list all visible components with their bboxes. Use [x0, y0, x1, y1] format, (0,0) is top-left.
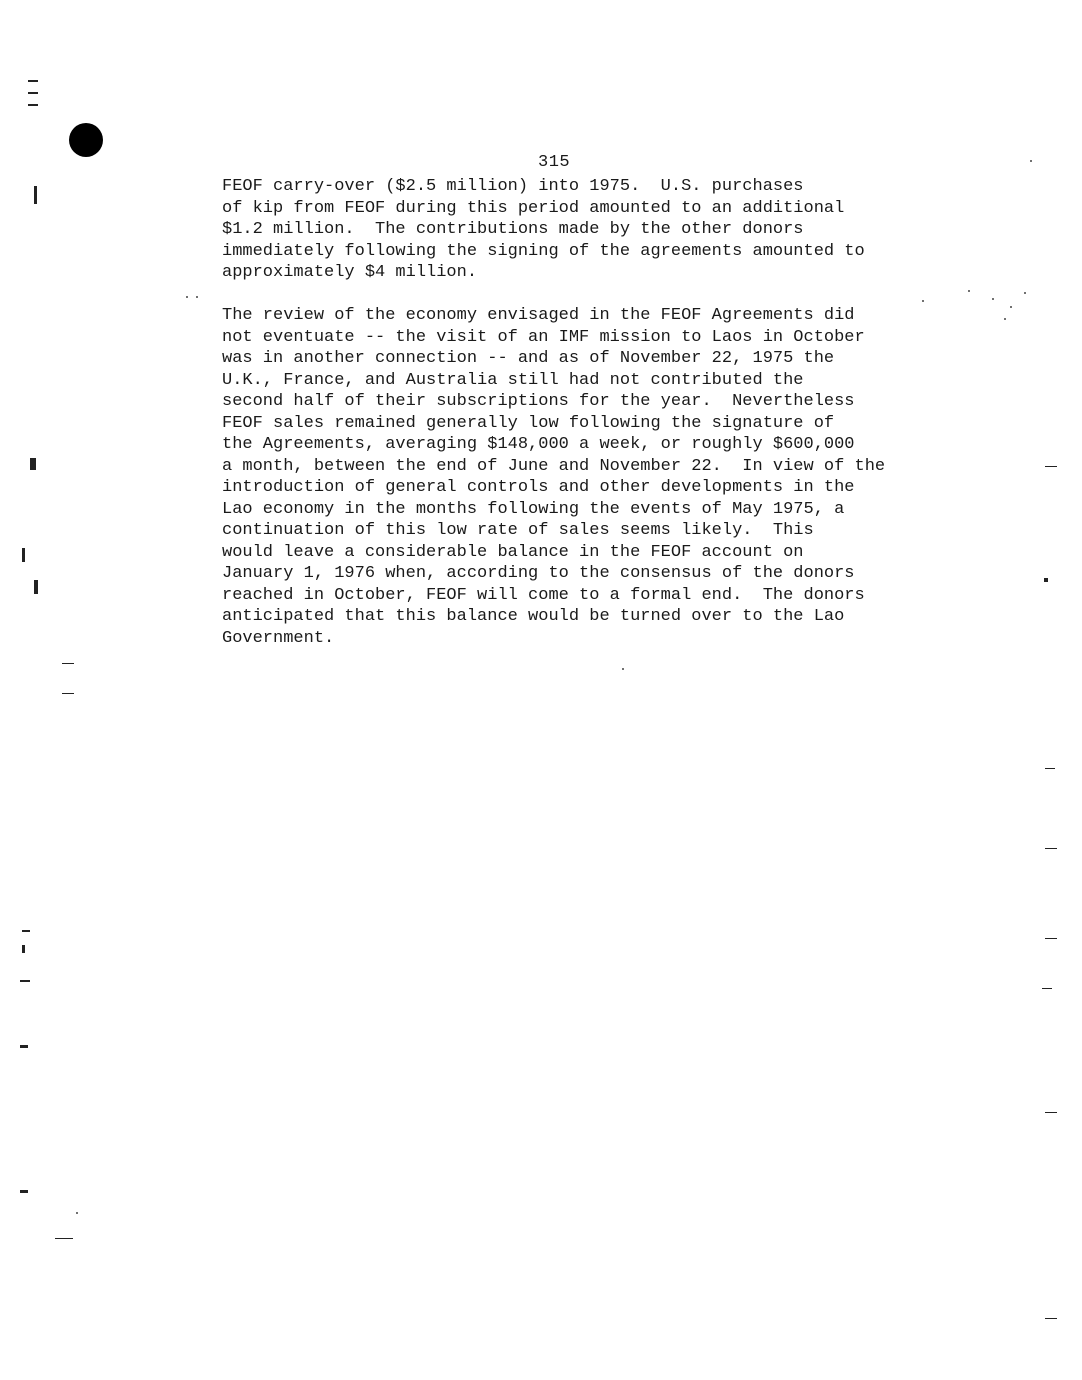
scan-speck	[196, 296, 198, 298]
scan-mark	[1045, 1112, 1057, 1113]
page-number: 315	[538, 153, 571, 172]
text-line: $1.2 million. The contributions made by the other donors	[222, 220, 804, 239]
text-line: a month, between the end of June and November 22. In view of the	[222, 456, 886, 476]
scan-speck	[922, 300, 924, 302]
scan-mark	[22, 548, 25, 562]
scan-mark	[1044, 578, 1048, 582]
text-line: approximately $4 million.	[222, 263, 478, 282]
text-line: The review of the economy envisaged in the FEOF Agreements did	[222, 306, 855, 325]
scan-mark	[1045, 768, 1055, 769]
scan-mark	[34, 186, 37, 204]
scan-mark	[62, 693, 74, 694]
text-line: would leave a considerable balance in the FEOF account on	[222, 542, 804, 562]
scan-speck	[1010, 306, 1012, 308]
scan-speck	[992, 298, 994, 300]
scan-mark	[55, 1238, 73, 1239]
scan-mark	[20, 1045, 28, 1048]
text-line: Government.	[222, 628, 335, 648]
text-line: anticipated that this balance would be turned over to the Lao	[222, 607, 845, 626]
scan-mark	[20, 980, 30, 982]
scan-mark	[1045, 466, 1057, 467]
paragraph-2	[222, 305, 942, 649]
scan-speck	[1004, 318, 1006, 320]
text-line: introduction of general controls and other developments in the	[222, 478, 855, 497]
text-line: reached in October, FEOF will come to a formal end. The donors	[222, 585, 865, 605]
text-line: not eventuate -- the visit of an IMF mission to Laos in October	[222, 327, 865, 347]
scan-mark	[22, 930, 30, 932]
scan-mark	[34, 580, 38, 594]
text-line: was in another connection -- and as of November 22, 1975 the	[222, 349, 835, 368]
text-line: FEOF carry-over ($2.5 million) into 1975. U.S. purchases	[222, 177, 804, 196]
text-line: continuation of this low rate of sales seems likely. This	[222, 521, 814, 540]
scan-speck	[76, 1212, 78, 1214]
scan-mark	[30, 458, 36, 470]
paragraph-1	[222, 176, 942, 284]
scan-speck	[186, 296, 188, 298]
scan-mark	[1042, 988, 1052, 989]
scan-mark	[1045, 1318, 1057, 1319]
scan-mark	[28, 80, 38, 82]
text-line: the Agreements, averaging $148,000 a week, or roughly $600,000	[222, 435, 855, 454]
text-line: FEOF sales remained generally low following the signature of	[222, 413, 835, 433]
scan-speck	[1030, 160, 1032, 162]
text-line: second half of their subscriptions for the year. Nevertheless	[222, 392, 855, 411]
scan-mark	[1045, 938, 1057, 939]
text-line: January 1, 1976 when, according to the consensus of the donors	[222, 564, 855, 583]
scan-mark	[20, 1190, 28, 1193]
scan-mark	[62, 663, 74, 664]
text-line: immediately following the signing of the agreements amounted to	[222, 241, 865, 261]
scan-mark	[1045, 848, 1057, 849]
text-line: Lao economy in the months following the events of May 1975, a	[222, 499, 845, 519]
scan-mark	[22, 945, 25, 953]
text-line: U.K., France, and Australia still had not contributed the	[222, 370, 804, 390]
scan-mark	[28, 104, 38, 106]
punch-hole	[69, 123, 103, 157]
scan-mark	[28, 92, 38, 94]
scan-speck	[1024, 292, 1026, 294]
scan-speck	[968, 290, 970, 292]
text-line: of kip from FEOF during this period amounted to an additional	[222, 198, 845, 218]
scan-speck	[622, 668, 624, 670]
